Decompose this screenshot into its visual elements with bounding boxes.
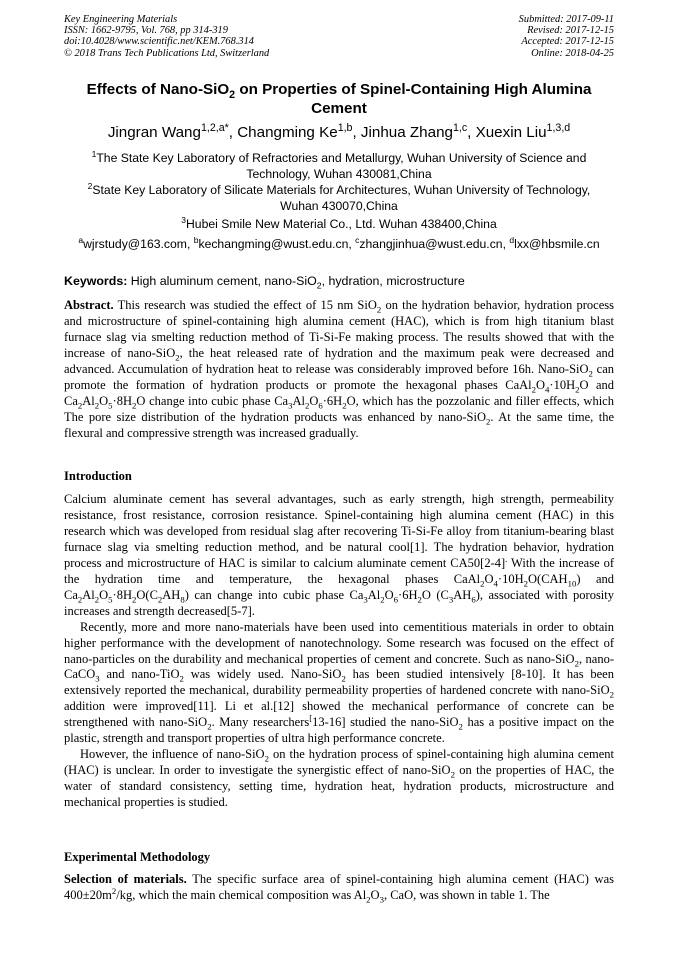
journal-name: Key Engineering Materials [64, 14, 178, 25]
title-line-1: Effects of Nano-SiO$_2$ on Properties of Spinel-Containing High Alumina [86, 81, 592, 102]
journal-issn: ISSN: 1662-9795, Vol. 768, pp 314-319 [64, 25, 228, 37]
affiliation-1: $^1$The State Key Laboratory of Refractories and Metallurgy, Wuhan University of Science and Technology, Wuhan 430081,China [91, 148, 587, 181]
email-list: $^a$wjrstudy@163.com, $^b$kechangming@wust.edu.cn, $^c$zhangjinhua@wust.edu.cn, $^d$lxx@hbsmile.cn [78, 234, 600, 251]
date-revised: Revised: 2017-12-15 [527, 25, 614, 37]
materials-text: The specific surface area of spinel-containing high alumina cement (HAC) was $400\pm 20m^2/kg$, which the main chemical composition was $Al_2O_3$, CaO, was shown in table 1. The [64, 872, 614, 905]
email-link[interactable]: kechangming@wust.edu.cn [198, 237, 349, 251]
author: Xuexin Liu [475, 124, 547, 141]
paragraph: Recently, more and more nano-materials have been used into cementitious materials in order to obtain higher performance with the development of nanotechnology. Some research was focused on the effect of nano-particles on the durability and mechanical properties of cement and concrete. Such as nano-SiO$_2$, nano-CaCO$_3$ and nano-TiO$_2$ was widely used. Nano-SiO$_2$ has been studied intensively [8-10]. It has been extensively reported the mechanical, durability permeability properties of hardened concrete with nano-SiO$_2$ addition were improved[11]. Li et al.[12] showed the mechanical performance of concrete can be strengthened with nano-SiO$_2$. Many researchers[13-16] studied the nano-SiO$_2$ has a positive impact on the plastic, strength and transport properties of ultra high performance concrete. [64, 619, 614, 746]
publication-dates [519, 14, 614, 59]
email-link[interactable]: zhangjinhua@wust.edu.cn [359, 237, 503, 251]
methodology-body [64, 872, 614, 904]
author-marks: 1,2,a* [200, 121, 229, 134]
materials-label: Selection of materials. [64, 872, 187, 886]
author-list: Jingran Wang$^{1,2,a*}$, Changming Ke$^{1,b}$, Jinhua Zhang$^{1,c}$, Xuexin Liu$^{1,3,d}$ [107, 121, 571, 141]
author-marks: 1,3,d [546, 121, 571, 134]
author: Changming Ke [237, 124, 338, 141]
title-line-2: Cement [311, 100, 367, 117]
journal-info [64, 14, 269, 59]
methodology-heading: Experimental Methodology [64, 850, 211, 864]
affiliation-2: $^2$State Key Laboratory of Silicate Materials for Architectures, Wuhan University of Technology, Wuhan 430070,China [87, 180, 591, 213]
affiliation-3: $^3$Hubei Smile New Material Co., Ltd. Wuhan 438400,China [181, 214, 497, 231]
date-submitted: Submitted: 2017-09-11 [518, 14, 614, 25]
abstract-label: Abstract. [64, 298, 114, 312]
keywords-label: Keywords: [64, 274, 128, 288]
journal-doi[interactable]: doi:10.4028/www.scientific.net/KEM.768.314 [64, 36, 254, 48]
email-link[interactable]: wjrstudy@163.com [83, 237, 187, 251]
paper-title [64, 80, 614, 118]
paragraph: However, the influence of nano-SiO$_2$ on the hydration process of spinel-containing high alumina cement (HAC) is unclear. In order to investigate the synergistic effect of nano-SiO$_2$ on the properties of HAC, the water of standard consistency, setting time, hydration heat, hydration products, microstructure and mechanical properties is studied. [64, 747, 615, 810]
journal-copyright: © 2018 Trans Tech Publications Ltd, Switzerland [64, 47, 270, 59]
date-accepted: Accepted: 2017-12-15 [521, 36, 614, 48]
introduction-body [64, 492, 614, 811]
date-online: Online: 2018-04-25 [531, 47, 614, 59]
introduction-heading: Introduction [64, 469, 132, 483]
abstract [64, 298, 614, 442]
author: Jinhua Zhang [360, 124, 453, 141]
keywords: Keywords: High aluminum cement, nano-SiO$_2$, hydration, microstructure [64, 274, 465, 291]
author-marks: 1,b [337, 121, 353, 134]
paragraph: Calcium aluminate cement has several advantages, such as early strength, high strength, permeability resistance, frost resistance, corrosion resistance. Spinel-containing high alumina cement (HAC) in this research which was developed from residual slag after recovering Ti-Si-Fe alloy from titanium-bearing blast furnace slag via smelting reduction method, and be natural cool[1]. The hydration behavior, hydration process and microstructure of HAC is similar to calcium aluminate cement CA50[2-4]. With the increase of the hydration time and temperature, the hexagonal phases $CaAl_2O_4\cdot 10H_2O(CAH_{10})$ and $Ca_2Al_2O_5\cdot 8H_2O(C_2AH_8)$ can change into cubic phase $Ca_3Al_2O_6\cdot 6H_2O$ $(C_3AH_6)$, associated with porosity increases and strength decreased[5-7]. [64, 492, 615, 618]
email-link[interactable]: lxx@hbsmile.cn [514, 237, 600, 251]
abstract-text: This research was studied the effect of 15 nm SiO$_2$ on the hydration behavior, hydration process and microstructure of spinel-containing high alumina cement (HAC), which is from high titanium blast furnace slag via smelting reduction method of Ti-Si-Fe making process. The results showed that with the increase of nano-SiO$_2$, the heat released rate of hydration and the maximum peak were decreased and advanced. Accumulation of hydration heat to release was considerably improved before 16h. Nano-SiO$_2$ can promote the formation of hydration products or promote the hexagonal phases $CaAl_2O_4\cdot 10H_2O$ and $Ca_2Al_2O_5\cdot 8H_2O$ change into cubic phase $Ca_3Al_2O_6\cdot 6H_2O$, which has the pozzolanic and filler effects, which The pore size distribution of the hydration products was enhanced by nano-SiO$_2$. At the same time, the flexural and compressive strength was increased gradually. [64, 298, 614, 440]
author: Jingran Wang [107, 124, 201, 141]
author-marks: 1,c [452, 121, 468, 134]
